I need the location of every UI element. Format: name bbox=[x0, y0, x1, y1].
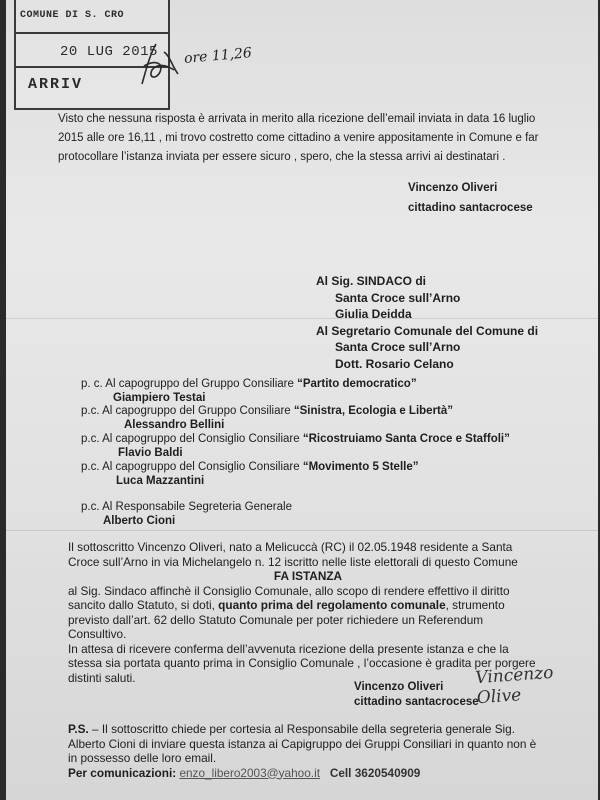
body-line: distinti saluti. bbox=[68, 670, 136, 685]
cc-entry: p.c. Al capogruppo del Gruppo Consiliare “Sinistra, Ecologia e Libertà” Alessandro Bellini bbox=[81, 405, 454, 431]
body-line: Il sottoscritto Vincenzo Oliveri, nato a Melicuccà (RC) il 02.05.1948 residente a Santa bbox=[68, 540, 513, 554]
signer-role: cittadino santacrocese bbox=[354, 696, 479, 708]
body-line: In attesa di ricevere conferma dell’avvenuta ricezione della presente istanza e che la bbox=[68, 641, 509, 656]
request-heading: FA ISTANZA bbox=[273, 569, 343, 583]
contact-line: Per comunicazioni: enzo_libero2003@yahoo.it Cell 3620540909 bbox=[68, 765, 421, 780]
document-page bbox=[6, 0, 598, 800]
email-link[interactable]: enzo_libero2003@yahoo.it bbox=[179, 765, 320, 780]
arrival-time-note: ore 11,26 bbox=[183, 45, 253, 67]
phone-number: Cell 3620540909 bbox=[329, 765, 421, 780]
intro-line: Visto che nessuna risposta è arrivata in merito alla ricezione dell’email inviata in data 16 luglio bbox=[58, 113, 536, 125]
signature-block-bottom bbox=[354, 680, 479, 710]
stamp-date: 20 LUG 2015 bbox=[60, 44, 158, 60]
request-body bbox=[68, 540, 588, 685]
cc-entry: p. c. Al capogruppo del Gruppo Consiliare “Partito democratico” Giampiero Testai bbox=[81, 378, 417, 404]
cc-entry: p.c. Al capogruppo del Consiglio Consiliare “Ricostruiamo Santa Croce e Staffoli” Flavio Baldi bbox=[81, 433, 510, 459]
addressee-line: Giulia Deidda bbox=[335, 307, 412, 321]
body-line: stessa sia portata quanto prima in Consiglio Comunale , l’occasione è gradita per porgere bbox=[68, 656, 536, 670]
ps-line: Alberto Cioni di inviare questa istanza ai Capigruppo dei Gruppi Consiliari in quanto non è bbox=[68, 736, 537, 751]
body-line: Consultivo. bbox=[68, 627, 127, 641]
body-line: previsto dall’art. 62 dello Statuto Comunale per poter richiedere un Referendum bbox=[68, 612, 484, 627]
signer-name: Vincenzo Oliveri bbox=[408, 182, 498, 194]
stamp-office: COMUNE DI S. CRO bbox=[20, 10, 125, 21]
body-line: sancito dallo Statuto, si doti, quanto prima del regolamento comunale, strumento bbox=[68, 598, 505, 612]
cc-name: Flavio Baldi bbox=[118, 447, 183, 459]
signer-name: Vincenzo Oliveri bbox=[354, 681, 444, 693]
paper-fold bbox=[6, 530, 598, 531]
signature-block-top bbox=[408, 178, 533, 218]
cc-name: Luca Mazzantini bbox=[116, 475, 205, 487]
cc-name: Alberto Cioni bbox=[103, 515, 176, 527]
addressee-line: Santa Croce sull’Arno bbox=[335, 340, 461, 354]
addressee-block bbox=[316, 273, 538, 372]
cc-entry: p.c. Al capogruppo del Consiglio Consiliare “Movimento 5 Stelle” Luca Mazzantini bbox=[81, 461, 419, 487]
cc-name: Giampiero Testai bbox=[113, 392, 206, 404]
ps-line: P.S. – Il sottoscritto chiede per cortesia al Responsabile della segreteria generale Sig. bbox=[68, 722, 516, 736]
ps-line: in possesso delle loro email. bbox=[68, 751, 217, 765]
addressee-line: Al Sig. SINDACO di bbox=[316, 274, 427, 288]
addressee-line: Santa Croce sull’Arno bbox=[335, 290, 461, 305]
addressee-line: Dott. Rosario Celano bbox=[335, 356, 454, 371]
handwritten-signature: Vincenzo Olive bbox=[474, 662, 555, 709]
cc-name: Alessandro Bellini bbox=[124, 419, 225, 431]
signer-role: cittadino santacrocese bbox=[408, 202, 533, 214]
intro-paragraph bbox=[58, 110, 578, 167]
postscript bbox=[68, 722, 588, 780]
body-line: Croce sull’Arno in via Michelangelo n. 12 iscritto nelle liste elettorali di questo Comune bbox=[68, 554, 518, 569]
intro-line: 2015 alle ore 16,11 , mi trovo costretto come cittadino a venire appositamente in Comune e far bbox=[58, 132, 539, 144]
stamp-divider bbox=[16, 32, 168, 34]
stamp-label: ARRIV bbox=[28, 76, 84, 93]
intro-line: protocollare l’istanza inviata per essere sicuro , spero, che la stessa arrivi ai destinatari . bbox=[58, 151, 506, 163]
addressee-line: Al Segretario Comunale del Comune di bbox=[316, 323, 539, 338]
body-line: al Sig. Sindaco affinchè il Consiglio Comunale, allo scopo di rendere effettivo il diritto bbox=[68, 583, 510, 598]
cc-entry: p.c. Al Responsabile Segreteria Generale Alberto Cioni bbox=[81, 501, 292, 527]
initials-scribble bbox=[134, 40, 182, 90]
